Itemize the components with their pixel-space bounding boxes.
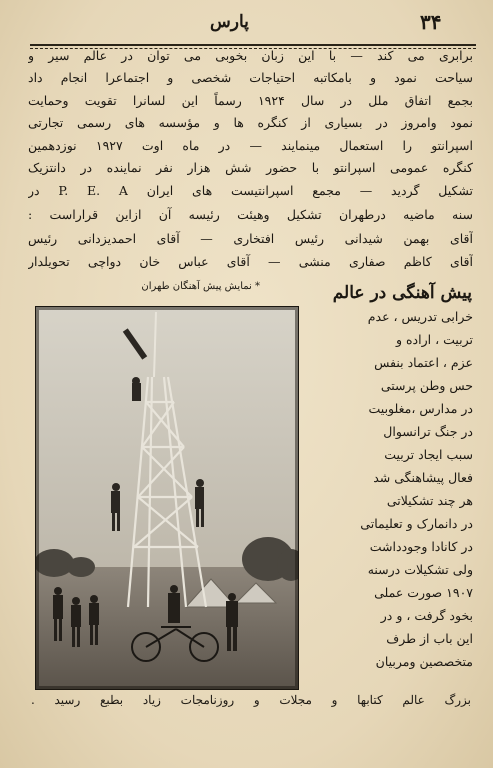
section-heading: پیش آهنگی در عالم — [332, 283, 472, 303]
body-line: بجمع اتفاق ملل در سال ۱۹۲۴ رسماً این لسانرا تقویت وحمایت — [28, 93, 473, 108]
column-line: تربیت ، اراده و — [396, 332, 473, 347]
column-line: این باب از طرف — [386, 631, 473, 646]
column-line: متخصصین ومربیان — [375, 654, 473, 669]
column-line: در کانادا وجودداشت — [369, 539, 473, 554]
column-line: هر چند تشکیلاتی — [386, 493, 473, 508]
column-line: حس وطن پرستی — [380, 378, 473, 393]
body-line: آقای بهمن شیدانی رئیس افتخاری — آقای احمدیزدانی رئیس — [28, 231, 473, 246]
body-line: برابری می کند — با این زبان بخوبی می توان در عالم سیر و — [28, 48, 473, 63]
body-line: کنگره عمومی اسپرانتو با حضور شش هزار نفر نماینده در دانتزیک — [28, 160, 473, 175]
column-line: سبب ایجاد تربیت — [384, 447, 473, 462]
column-line: بخود گرفت ، و در — [380, 608, 473, 623]
scouts-tower-photo — [35, 306, 299, 690]
photo-illustration — [36, 307, 298, 689]
column-line: در دانمارک و تعلیماتی — [360, 516, 473, 531]
page-header — [0, 6, 493, 40]
column-line: ولی تشکیلات درسنه — [367, 562, 473, 577]
body-line: سیاحت نمود و بامکاتبه احتیاجات شخصی و اجتماعرا انجام داد — [28, 70, 473, 85]
column-line: در جنگ ترانسوال — [383, 424, 473, 439]
body-line: نمود وامروز در بسیاری از کنگره ها و مؤسسه های رسمی تجارتی — [28, 115, 473, 130]
body-line: اسپرانتو را استعمال مینمایند — در ماه اوت ۱۹۲۷ نوزدهمین — [28, 138, 473, 153]
photo-caption: * نمایش پیش آهنگان طهران — [141, 281, 260, 292]
column-line: خرابی تدریس ، عدم — [367, 309, 473, 324]
running-title: پارس — [210, 12, 249, 32]
footer-line: بزرگ عالم کتابها و مجلات و روزنامجات زیاد بطبع رسید . — [31, 693, 471, 707]
body-line: تشکیل گردید — مجمع اسپرانتیست های ایران P. E. A در — [28, 183, 473, 198]
column-line: عزم ، اعتماد بنفس — [374, 355, 473, 370]
column-line: ۱۹۰۷ صورت عملی — [374, 585, 473, 600]
column-line: در مدارس ،مغلوبیت — [368, 401, 473, 416]
body-line: آقای کاظم صفاری منشی — آقای عباس خان دواچی تحویلدار — [28, 254, 473, 269]
page-number: ۳۴ — [420, 10, 442, 34]
body-line: سنه ماضیه درطهران تشکیل وهیئت رئیسه آن ازاین قراراست : — [28, 207, 473, 222]
column-line: فعال پیشاهنگی شد — [373, 470, 473, 485]
